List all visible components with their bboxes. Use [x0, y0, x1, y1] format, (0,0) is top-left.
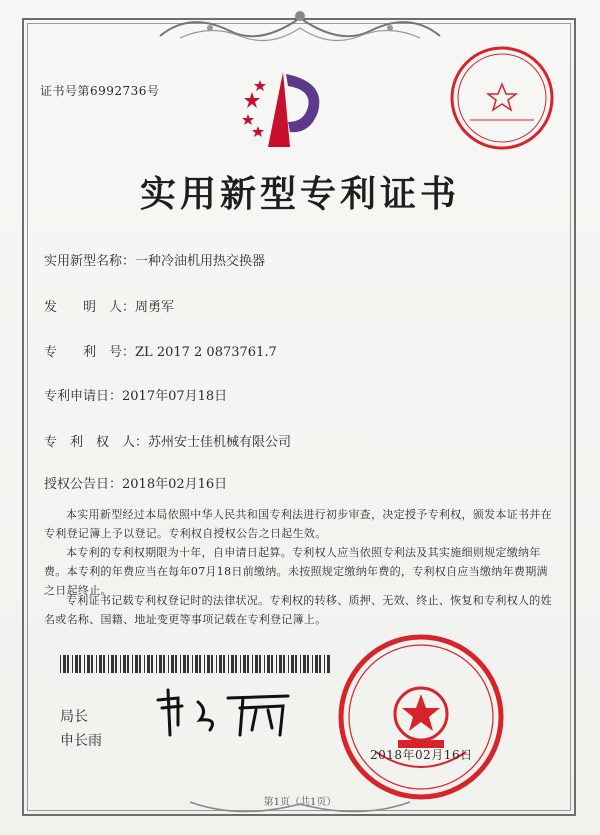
field-value: 一种冷油机用热交换器 — [135, 254, 266, 269]
field-value: 2018年02月16日 — [122, 477, 228, 492]
certificate-number: 证书号第6992736号 — [40, 84, 160, 98]
field-label: 专利申请日： — [44, 389, 123, 404]
field-grant-date — [44, 473, 227, 492]
signatory-name: 申长雨 — [60, 733, 102, 749]
barcode — [60, 655, 330, 673]
top-ornament — [150, 6, 450, 54]
paragraph-term: 本专利的专利权期限为十年，自申请日起算。专利权人应当依照专利法及其实施细则规定缴纳年费。本专利的年费应当在每年07月18日前缴纳。未按照规定缴纳年费的，专利权自应当缴纳年费期满之日起终止。 — [44, 546, 548, 597]
paragraph-legal-status: 专利证书记载专利权登记时的法律状况。专利权的转移、质押、无效、终止、恢复和专利权人的姓名或名称、国籍、地址变更等事项记载在专利登记簿上。 — [44, 594, 552, 626]
field-inventor — [44, 296, 174, 315]
page-title: 实用新型专利证书 — [139, 173, 460, 215]
field-patentee — [44, 431, 291, 450]
field-label: 发 明 人： — [44, 300, 136, 315]
field-application-date — [44, 385, 227, 404]
handwritten-signature — [148, 680, 298, 740]
page-number: 第1页（共1页） — [263, 797, 337, 808]
field-value: 周勇军 — [135, 300, 175, 315]
field-value: ZL 2017 2 0873761.7 — [135, 345, 277, 360]
field-label: 授权公告日： — [44, 477, 123, 492]
official-seal — [336, 632, 506, 802]
field-label: 专 利 号： — [44, 345, 136, 360]
agency-seal — [448, 44, 556, 152]
field-patent-number — [44, 341, 277, 360]
signatory-title: 局长 — [60, 709, 88, 725]
sipo-logo — [238, 62, 328, 152]
field-utility-model-name — [44, 250, 265, 269]
paragraph-grant: 本实用新型经过本局依照中华人民共和国专利法进行初步审查，决定授予专利权，颁发本证书并在专利登记簿上予以登记。专利权自授权公告之日起生效。 — [44, 508, 552, 540]
bottom-ornament — [180, 790, 420, 820]
seal-date: 2018年02月16日 — [370, 748, 473, 762]
field-value: 苏州安士佳机械有限公司 — [148, 435, 292, 450]
field-value: 2017年07月18日 — [122, 389, 228, 404]
field-label: 实用新型名称： — [44, 254, 136, 269]
field-label: 专 利 权 人： — [44, 435, 149, 450]
